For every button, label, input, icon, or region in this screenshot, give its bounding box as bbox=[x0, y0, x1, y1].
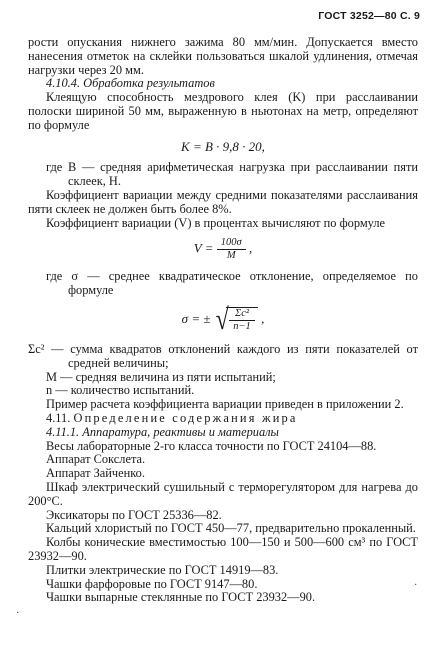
scan-speck-icon: · bbox=[414, 580, 418, 591]
page-header: ГОСТ 3252—80 С. 9 bbox=[318, 10, 420, 22]
definition-m: M — средняя величина из пяти испытаний; bbox=[46, 369, 276, 384]
formula-sigma-numerator: Σc² bbox=[229, 308, 255, 321]
section-title: Определение содержания жира bbox=[73, 410, 298, 425]
formula-sigma-fraction bbox=[229, 308, 255, 333]
sqrt-sign-icon: √ bbox=[215, 302, 229, 336]
definition-n: n — количество испытаний. bbox=[46, 383, 195, 398]
paragraph-adhesion: Клеящую способность мездрового клея (K) при расслаивании полоски шириной 50 мм, выраженную в ньютонах на метр, определяют по формуле bbox=[28, 90, 418, 132]
item-glass-dishes: Чашки выпарные стеклянные по ГОСТ 23932—90. bbox=[46, 590, 316, 605]
paragraph-variation-limit: Коэффициент вариации между средними показателями расслаивания пяти склеек не должен быть более 8%. bbox=[28, 187, 418, 216]
formula-v-fraction bbox=[217, 237, 246, 262]
item-drying-oven: Шкаф электрический сушильный с терморегулятором для нагрева до 200°С. bbox=[28, 479, 418, 508]
subsection-heading-results: 4.10.4. Обработка результатов bbox=[46, 76, 215, 91]
item-porcelain-dishes: Чашки фарфоровые по ГОСТ 9147—80. bbox=[46, 576, 258, 591]
item-zaichenko: Аппарат Зайченко. bbox=[46, 466, 145, 481]
definition-sigma: где σ — среднее квадратическое отклонение, определяемое по формуле bbox=[46, 269, 418, 298]
paragraph-variation-formula: Коэффициент вариации (V) в процентах вычисляют по формуле bbox=[46, 215, 386, 230]
paragraph-example: Пример расчета коэффициента вариации приведен в приложении 2. bbox=[46, 397, 404, 412]
item-flasks: Колбы конические вместимостью 100—150 и 500—600 см³ по ГОСТ 23932—90. bbox=[28, 535, 418, 563]
scan-speck-icon: · bbox=[16, 608, 20, 619]
item-hotplates: Плитки электрические по ГОСТ 14919—83. bbox=[46, 562, 279, 577]
document-body bbox=[28, 36, 418, 605]
formula-sigma bbox=[28, 302, 418, 336]
formula-sigma-radicand bbox=[226, 307, 258, 333]
formula-v-denominator: M bbox=[226, 250, 236, 262]
definition-sum-squares: Σc² — сумма квадратов отклонений каждого из пяти показателей от средней величины; bbox=[28, 341, 418, 370]
subsection-heading-apparatus: 4.11.1. Аппаратура, реактивы и материалы bbox=[46, 424, 279, 439]
item-desiccators: Эксикаторы по ГОСТ 25336—82. bbox=[46, 507, 222, 522]
item-soxhlet: Аппарат Сокслета. bbox=[46, 452, 146, 467]
paragraph-continuation: рости опускания нижнего зажима 80 мм/мин. Допускается вместо нанесения отметок на склейки пользоваться шкалой удлинения, отмечая нагрузки через 20 мм. bbox=[28, 35, 418, 77]
item-scales: Весы лабораторные 2-го класса точности по ГОСТ 24104—88. bbox=[46, 438, 377, 453]
formula-v bbox=[28, 237, 418, 262]
formula-v-numerator: 100σ bbox=[217, 237, 246, 250]
definition-b: где B — средняя арифметическая нагрузка при расслаивании пяти склеек, Н. bbox=[46, 160, 418, 189]
item-calcium-chloride: Кальций хлористый по ГОСТ 450—77, предварительно прокаленный. bbox=[46, 521, 416, 536]
formula-k: K = B · 9,8 · 20, bbox=[181, 138, 265, 154]
formula-v-left: V = bbox=[193, 240, 214, 256]
section-number: 4.11. bbox=[46, 410, 71, 425]
section-heading-fat bbox=[28, 412, 418, 426]
formula-v-tail: , bbox=[248, 240, 253, 256]
formula-sigma-denominator: n−1 bbox=[233, 320, 251, 332]
formula-sigma-tail: , bbox=[261, 310, 265, 326]
formula-sigma-left: σ = ± bbox=[181, 310, 211, 326]
